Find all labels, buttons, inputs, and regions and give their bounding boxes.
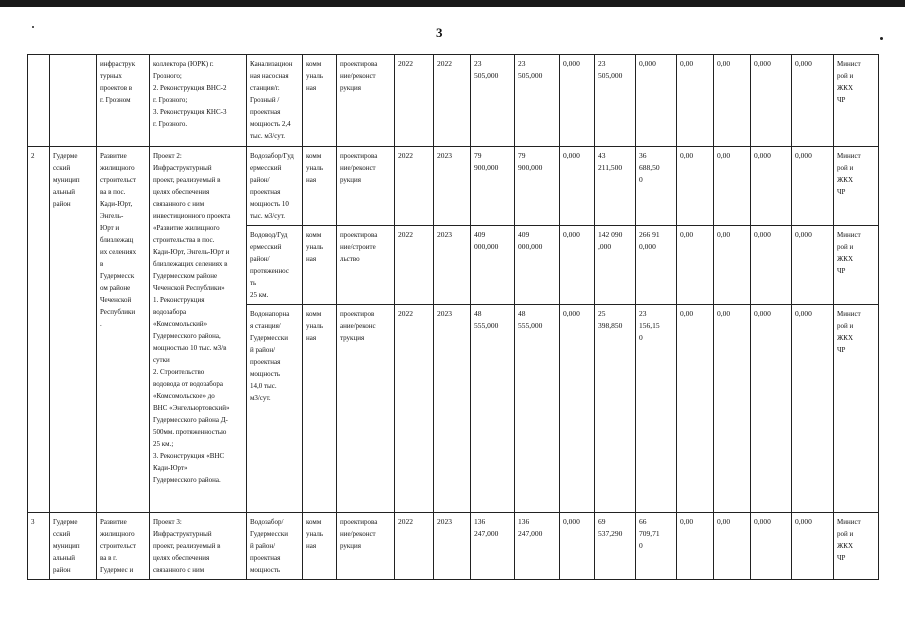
cell-c1: 0,000	[560, 55, 595, 147]
cell-start-year: 2022	[395, 226, 434, 305]
scan-speck	[880, 37, 883, 40]
cell-budget: 136 247,000	[515, 513, 560, 580]
cell-start-year: 2022	[395, 305, 434, 513]
cell-budget: 409 000,000	[515, 226, 560, 305]
cell-budget: 48 555,000	[515, 305, 560, 513]
cell-y2022: 69 537,290	[595, 513, 636, 580]
cell-y2024: 0,00	[677, 513, 714, 580]
cell-c1: 0,000	[560, 305, 595, 513]
cell-start-year: 2022	[395, 147, 434, 226]
cell-ministry: Минист рой и ЖКХ ЧР	[834, 55, 879, 147]
cell-direction: Развитие жилищного строительст ва в пос. Кади-Юрт, Энгель- Юрт и близлежащ их селениях в Гудермесск ом районе Чеченской Республики .	[97, 147, 150, 513]
cell-district: Гудерме сский муницип альный район	[50, 147, 97, 513]
cell-end-year: 2023	[434, 513, 471, 580]
cell-type: комм уналь ная	[303, 55, 337, 147]
cell-stage: проектирова ние/реконст рукция	[337, 55, 395, 147]
cell-c1: 0,000	[560, 226, 595, 305]
cell-project: Проект 3: Инфраструктурный проект, реализуемый в целях обеспечения связанного с ним	[150, 513, 247, 580]
cell-ministry: Минист рой и ЖКХ ЧР	[834, 513, 879, 580]
cell-ministry: Минист рой и ЖКХ ЧР	[834, 226, 879, 305]
cell-y2027: 0,000	[792, 513, 834, 580]
cell-project: Проект 2: Инфраструктурный проект, реализуемый в целях обеспечения связанного с ним инвестиционного проекта «Развитие жилищного строительства в пос. Кади-Юрт, Энгель-Юрт и близлежащих селениях в Гудермесском районе Чеченской Республики» 1. Реконструкция водозабора «Комсомольский» Гудермесского района, мощностью 10 тыс. м3/в сутки 2. Строительство водовода от водозабора «Комсомольское» до ВНС «Энгельюртовский» Гудермесского района Д- 500мм. протяженностью 25 км.; 3. Реконструкция «ВНС Кади-Юрт» Гудермесского района.	[150, 147, 247, 513]
table-row	[28, 55, 879, 147]
investment-projects-table	[27, 54, 879, 580]
cell-y2023: 0,000	[636, 55, 677, 147]
cell-y2026: 0,000	[751, 147, 792, 226]
cell-budget: 23 505,000	[515, 55, 560, 147]
cell-y2023: 66 709,71 0	[636, 513, 677, 580]
cell-total: 409 000,000	[471, 226, 515, 305]
cell-y2025: 0,00	[714, 147, 751, 226]
cell-num: 2	[28, 147, 50, 513]
cell-ministry: Минист рой и ЖКХ ЧР	[834, 147, 879, 226]
cell-district: Гудерме сский муницип альный район	[50, 513, 97, 580]
cell-start-year: 2022	[395, 513, 434, 580]
top-border-bar	[0, 0, 905, 7]
cell-y2027: 0,000	[792, 147, 834, 226]
cell-y2022: 142 090 ,000	[595, 226, 636, 305]
cell-type: комм уналь ная	[303, 513, 337, 580]
cell-end-year: 2023	[434, 147, 471, 226]
cell-stage: проектирова ние/реконст рукция	[337, 147, 395, 226]
cell-end-year: 2023	[434, 305, 471, 513]
cell-y2023: 36 688,50 0	[636, 147, 677, 226]
cell-y2025: 0,00	[714, 55, 751, 147]
cell-total: 79 900,000	[471, 147, 515, 226]
cell-y2022: 25 398,850	[595, 305, 636, 513]
cell-start-year: 2022	[395, 55, 434, 147]
cell-object: Водозабор/ Гудермесски й район/ проектная мощность	[247, 513, 303, 580]
cell-object: Канализацион ная насосная станция/г. Грозный / проектная мощность 2,4 тыс. м3/сут.	[247, 55, 303, 147]
cell-stage: проектирова ние/строите льство	[337, 226, 395, 305]
cell-end-year: 2022	[434, 55, 471, 147]
cell-c1: 0,000	[560, 147, 595, 226]
table-row	[28, 513, 879, 580]
cell-y2023: 23 156,15 0	[636, 305, 677, 513]
cell-y2025: 0,00	[714, 226, 751, 305]
cell-y2027: 0,000	[792, 305, 834, 513]
cell-y2026: 0,000	[751, 226, 792, 305]
cell-total: 48 555,000	[471, 305, 515, 513]
cell-y2026: 0,000	[751, 305, 792, 513]
cell-total: 136 247,000	[471, 513, 515, 580]
cell-district	[50, 55, 97, 147]
cell-stage: проектиров ание/реконс трукция	[337, 305, 395, 513]
cell-project: коллектора (ЮРК) г. Грозного; 2. Реконструкция ВНС-2 г. Грозного; 3. Реконструкция КНС-3 г. Грозного.	[150, 55, 247, 147]
cell-y2024: 0,00	[677, 55, 714, 147]
cell-direction: инфраструк турных проектов в г. Грозном	[97, 55, 150, 147]
cell-y2025: 0,00	[714, 513, 751, 580]
cell-y2026: 0,000	[751, 55, 792, 147]
cell-type: комм уналь ная	[303, 226, 337, 305]
cell-y2023: 266 91 0,000	[636, 226, 677, 305]
cell-type: комм уналь ная	[303, 147, 337, 226]
cell-budget: 79 900,000	[515, 147, 560, 226]
cell-y2024: 0,00	[677, 147, 714, 226]
cell-c1: 0,000	[560, 513, 595, 580]
cell-y2022: 23 505,000	[595, 55, 636, 147]
cell-num	[28, 55, 50, 147]
table-row	[28, 147, 879, 226]
cell-y2024: 0,00	[677, 226, 714, 305]
cell-y2027: 0,000	[792, 226, 834, 305]
cell-end-year: 2023	[434, 226, 471, 305]
cell-object: Водовод/Гуд ермесский район/ протяженнос ть 25 км.	[247, 226, 303, 305]
page-number: 3	[436, 25, 443, 40]
cell-y2024: 0,00	[677, 305, 714, 513]
cell-y2022: 43 211,500	[595, 147, 636, 226]
cell-ministry: Минист рой и ЖКХ ЧР	[834, 305, 879, 513]
cell-y2025: 0,00	[714, 305, 751, 513]
cell-object: Водонапорна я станция/ Гудермесски й район/ проектная мощность 14,0 тыс. м3/сут.	[247, 305, 303, 513]
cell-direction: Развитие жилищного строительст ва в г. Гудермес и	[97, 513, 150, 580]
cell-object: Водозабор/Гуд ермесский район/ проектная мощность 10 тыс. м3/сут.	[247, 147, 303, 226]
cell-type: комм уналь ная	[303, 305, 337, 513]
scan-speck	[32, 26, 34, 28]
cell-y2027: 0,000	[792, 55, 834, 147]
cell-num: 3	[28, 513, 50, 580]
cell-total: 23 505,000	[471, 55, 515, 147]
cell-y2026: 0,000	[751, 513, 792, 580]
cell-stage: проектирова ние/реконст рукция	[337, 513, 395, 580]
